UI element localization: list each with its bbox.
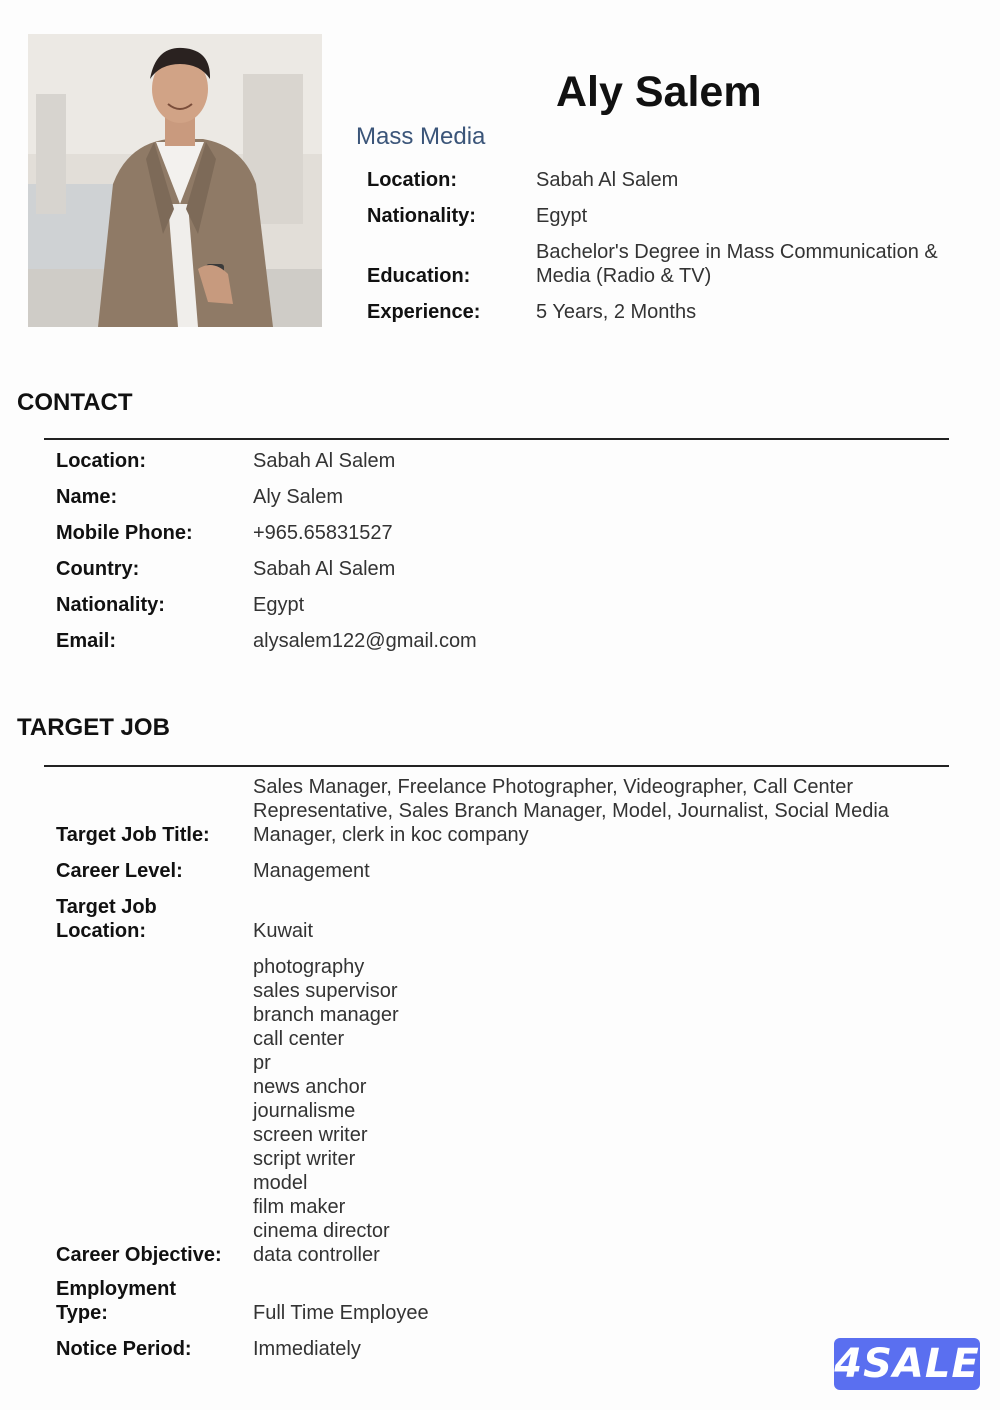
summary-label: Location: bbox=[367, 169, 457, 191]
summary-label: Experience: bbox=[367, 301, 481, 323]
target-value: Immediately bbox=[253, 1338, 361, 1360]
target-label: Career Level: bbox=[56, 860, 183, 882]
contact-label: Mobile Phone: bbox=[56, 522, 193, 544]
target-row-employment-type bbox=[56, 1277, 933, 1325]
summary-value: Bachelor's Degree in Mass Communication & Media (Radio & TV) bbox=[536, 241, 938, 287]
contact-label: Email: bbox=[56, 630, 117, 652]
target-label: Career Objective: bbox=[56, 1244, 222, 1266]
candidate-field: Mass Media bbox=[356, 123, 486, 150]
4sale-logo: 4SALE bbox=[834, 1338, 980, 1390]
summary-row-location bbox=[367, 168, 976, 192]
contact-value: Aly Salem bbox=[253, 486, 344, 508]
contact-row-country bbox=[56, 557, 933, 581]
candidate-name: Aly Salem bbox=[556, 68, 762, 116]
summary-value: 5 Years, 2 Months bbox=[536, 301, 697, 323]
summary-row-education bbox=[367, 240, 976, 288]
contact-row-mobile bbox=[56, 521, 933, 545]
target-value: Kuwait bbox=[253, 920, 314, 942]
contact-value: Sabah Al Salem bbox=[253, 558, 396, 580]
summary-label: Education: bbox=[367, 265, 471, 287]
contact-label: Country: bbox=[56, 558, 140, 580]
contact-section-title: CONTACT bbox=[17, 389, 133, 416]
target-label: Employment Type: bbox=[56, 1278, 177, 1324]
summary-value: Sabah Al Salem bbox=[536, 169, 679, 191]
contact-value: alysalem122@gmail.com bbox=[253, 630, 477, 652]
contact-row-nationality bbox=[56, 593, 933, 617]
contact-value: Sabah Al Salem bbox=[253, 450, 396, 472]
contact-row-location bbox=[56, 449, 933, 473]
target-row-job-title bbox=[56, 775, 933, 847]
contact-divider bbox=[44, 438, 949, 440]
contact-label: Location: bbox=[56, 450, 146, 472]
profile-photo-illustration bbox=[28, 34, 322, 327]
target-label: Target Job Title: bbox=[56, 824, 210, 846]
summary-row-experience bbox=[367, 300, 976, 324]
target-row-job-location bbox=[56, 895, 933, 943]
target-row-career-objective bbox=[56, 955, 933, 1267]
target-value: Full Time Employee bbox=[253, 1302, 429, 1324]
contact-value: +965.65831527 bbox=[253, 522, 393, 544]
target-job-section-title: TARGET JOB bbox=[17, 714, 170, 741]
summary-label: Nationality: bbox=[367, 205, 476, 227]
target-value: photography sales supervisor branch manager call center pr news anchor journalisme screen writer script writer model film maker cinema director data controller bbox=[253, 956, 399, 1266]
target-label: Notice Period: bbox=[56, 1338, 192, 1360]
target-label: Target Job Location: bbox=[56, 896, 157, 942]
contact-row-name bbox=[56, 485, 933, 509]
summary-value: Egypt bbox=[536, 205, 588, 227]
target-job-divider bbox=[44, 765, 949, 767]
contact-value: Egypt bbox=[253, 594, 305, 616]
summary-row-nationality bbox=[367, 204, 976, 228]
contact-label: Nationality: bbox=[56, 594, 165, 616]
contact-row-email bbox=[56, 629, 933, 653]
target-value: Management bbox=[253, 860, 370, 882]
contact-label: Name: bbox=[56, 486, 118, 508]
target-row-career-level bbox=[56, 859, 933, 883]
target-value: Sales Manager, Freelance Photographer, Videographer, Call Center Representative, Sales Branch Manager, Model, Journalist, Social Media Manager, clerk in koc company bbox=[253, 776, 889, 846]
profile-photo bbox=[28, 34, 322, 327]
target-row-notice-period bbox=[56, 1337, 933, 1361]
